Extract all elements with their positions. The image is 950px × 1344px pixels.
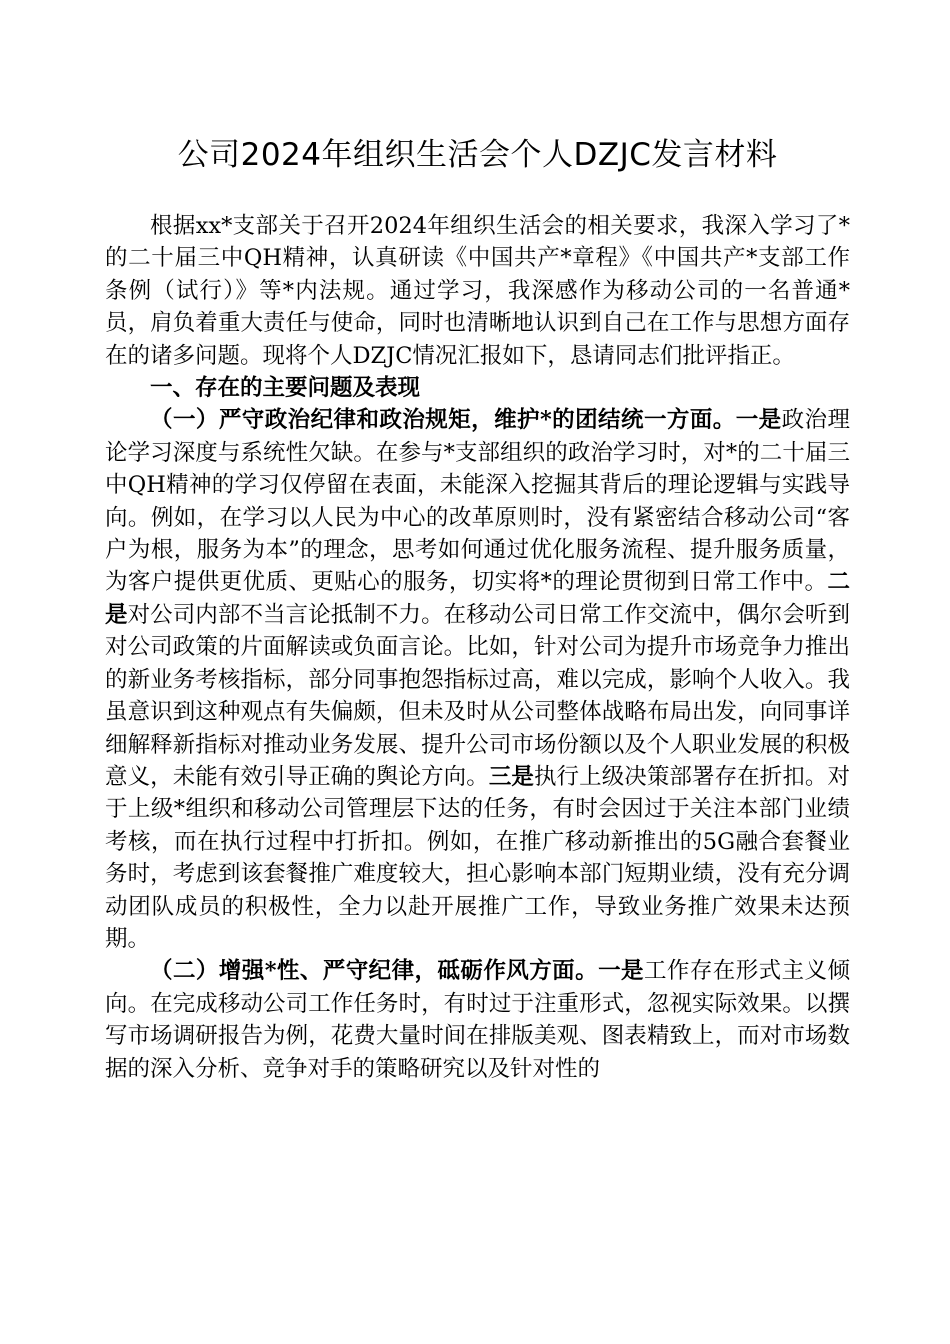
point-marker-1b: 一是 <box>598 958 644 985</box>
subsection-heading-political-discipline: （一）严守政治纪律和政治规矩，维护*的团结统一方面。 <box>150 407 736 434</box>
point-marker-3: 三是 <box>488 763 534 790</box>
document-title: 公司2024年组织生活会个人DZJC发言材料 <box>177 137 778 173</box>
paragraph-work-style <box>105 955 850 1085</box>
point-marker-1: 一是 <box>735 407 782 434</box>
point-text-1: 政治理论学习深度与系统性欠缺。在参与*支部组织的政治学习时，对*的二十届三中QH精神的学习仅停留在表面，未能深入挖掘其背后的理论逻辑与实践导向。例如，在学习以人民为中心的改革原则时，没有紧密结合移动公司“客户为根，服务为本”的理念，思考如何通过优化服务流程、提升服务质量，为客户提供更优质、更贴心的服务，切实将*的理论贯彻到日常工作中。 <box>105 407 850 596</box>
paragraph-political-discipline <box>105 404 850 955</box>
point-marker-2: 二是 <box>105 569 850 628</box>
subsection-heading-work-style: （二）增强*性、严守纪律，砥砺作风方面。 <box>150 958 599 985</box>
point-text-2: 对公司内部不当言论抵制不力。在移动公司日常工作交流中，偶尔会听到对公司政策的片面解读或负面言论。比如，针对公司为提升市场竞争力推出的新业务考核指标，部分同事抱怨指标过高，难以完成，影响个人收入。我虽意识到这种观点有失偏颇，但未及时从公司整体战略布局出发，向同事详细解释新指标对推动业务发展、提升公司市场份额以及个人职业发展的积极意义，未能有效引导正确的舆论方向。 <box>105 601 850 790</box>
point-text-3: 执行上级决策部署存在折扣。对于上级*组织和移动公司管理层下达的任务，有时会因过于关注本部门业绩考核，而在执行过程中打折扣。例如，在推广移动新推出的5G融合套餐业务时，考虑到该套餐推广难度较大，担心影响本部门短期业绩，没有充分调动团队成员的积极性，全力以赴开展推广工作，导致业务推广效果未达预期。 <box>105 763 850 952</box>
point-text-1b: 工作存在形式主义倾向。在完成移动公司工作任务时，有时过于注重形式，忽视实际效果。以撰写市场调研报告为例，花费大量时间在排版美观、图表精致上，而对市场数据的深入分析、竞争对手的策略研究以及针对性的 <box>105 958 850 1082</box>
intro-paragraph: 根据xx*支部关于召开2024年组织生活会的相关要求，我深入学习了*的二十届三中QH精神，认真研读《中国共产*章程》《中国共产*支部工作条例（试行）》等*内法规。通过学习，我深感作为移动公司的一名普通*员，肩负着重大责任与使命，同时也清晰地认识到自己在工作与思想方面存在的诸多问题。现将个人DZJC情况汇报如下，恳请同志们批评指正。 <box>105 213 850 369</box>
section-heading-problems: 一、存在的主要问题及表现 <box>150 375 421 402</box>
document-page <box>105 132 850 1085</box>
